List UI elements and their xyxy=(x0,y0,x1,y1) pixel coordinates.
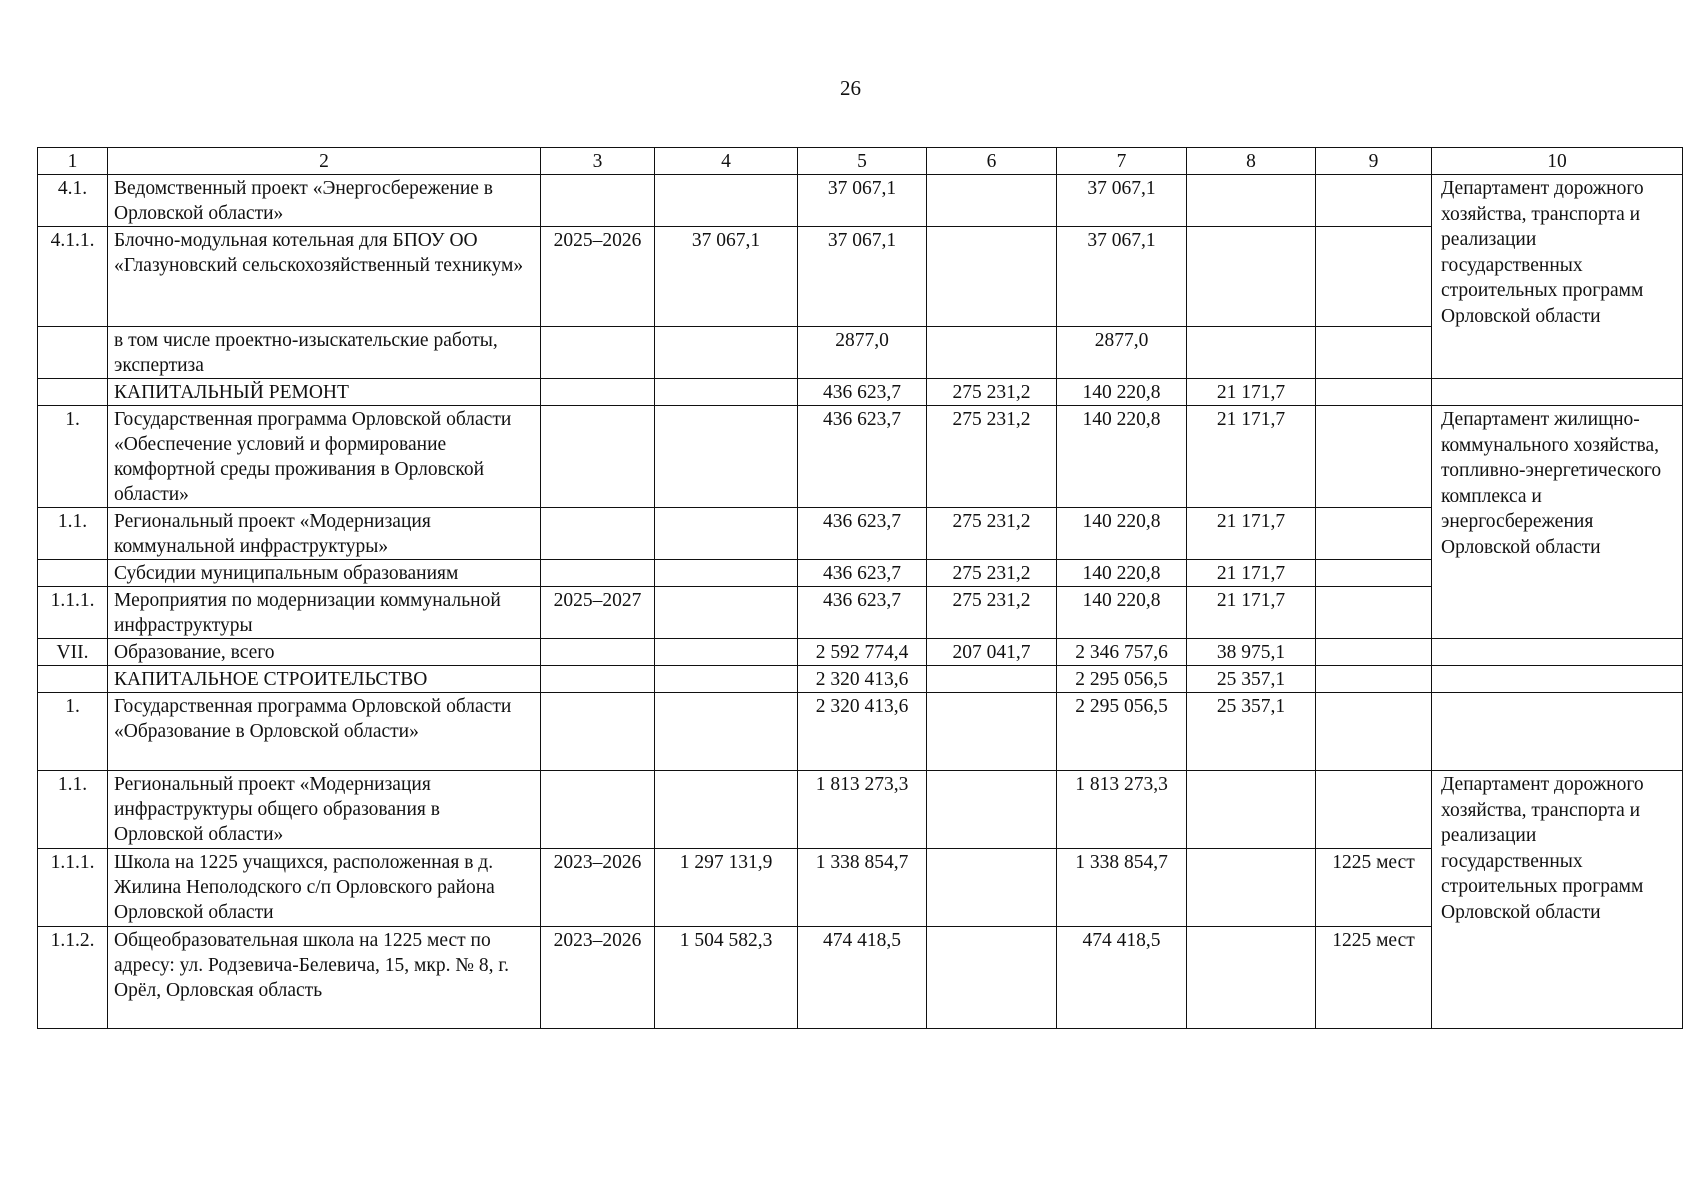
row-amount-regional: 140 220,8 xyxy=(1057,406,1187,508)
row-amount-total: 2 320 413,6 xyxy=(798,693,927,771)
table-row xyxy=(38,639,1683,666)
row-total-cost xyxy=(655,508,798,560)
row-amount-federal: 275 231,2 xyxy=(927,508,1057,560)
budget-table xyxy=(37,147,1683,1029)
row-total-cost: 1 297 131,9 xyxy=(655,849,798,927)
row-amount-local: 21 171,7 xyxy=(1187,406,1316,508)
row-amount-total: 436 623,7 xyxy=(798,508,927,560)
row-period: 2025–2026 xyxy=(541,227,655,327)
responsible-empty xyxy=(1432,379,1683,406)
row-amount-total: 1 813 273,3 xyxy=(798,771,927,849)
responsible-empty xyxy=(1432,639,1683,666)
row-period xyxy=(541,693,655,771)
row-name: Школа на 1225 учащихся, расположенная в д. Жилина Неполодского с/п Орловского района Орловской области xyxy=(108,849,541,927)
row-number: 1.1. xyxy=(38,771,108,849)
row-period xyxy=(541,666,655,693)
responsible-department: Департамент дорожного хозяйства, транспорта и реализации государственных строительных программ Орловской области xyxy=(1432,175,1683,379)
row-name: Ведомственный проект «Энергосбережение в Орловской области» xyxy=(108,175,541,227)
row-number: 4.1.1. xyxy=(38,227,108,327)
row-number xyxy=(38,379,108,406)
table-row xyxy=(38,406,1683,508)
row-total-cost xyxy=(655,693,798,771)
row-total-cost xyxy=(655,771,798,849)
row-amount-local: 21 171,7 xyxy=(1187,587,1316,639)
row-period: 2025–2027 xyxy=(541,587,655,639)
row-amount-federal xyxy=(927,227,1057,327)
row-capacity xyxy=(1316,406,1432,508)
table-row xyxy=(38,379,1683,406)
table-row xyxy=(38,771,1683,849)
row-amount-regional: 37 067,1 xyxy=(1057,175,1187,227)
row-amount-total: 37 067,1 xyxy=(798,175,927,227)
row-number: 1.1.1. xyxy=(38,587,108,639)
row-amount-local xyxy=(1187,771,1316,849)
header-cell: 2 xyxy=(108,148,541,175)
responsible-department: Департамент жилищно-коммунального хозяйства, топливно-энергетического комплекса и энергосбережения Орловской области xyxy=(1432,406,1683,639)
row-total-cost: 1 504 582,3 xyxy=(655,927,798,1029)
row-total-cost xyxy=(655,560,798,587)
row-amount-local: 38 975,1 xyxy=(1187,639,1316,666)
row-amount-local: 21 171,7 xyxy=(1187,379,1316,406)
header-cell: 7 xyxy=(1057,148,1187,175)
row-total-cost xyxy=(655,327,798,379)
row-amount-local: 25 357,1 xyxy=(1187,693,1316,771)
row-number xyxy=(38,327,108,379)
row-period xyxy=(541,175,655,227)
row-amount-federal: 275 231,2 xyxy=(927,406,1057,508)
row-amount-local: 25 357,1 xyxy=(1187,666,1316,693)
row-capacity: 1225 мест xyxy=(1316,927,1432,1029)
row-period xyxy=(541,771,655,849)
row-period xyxy=(541,639,655,666)
header-cell: 6 xyxy=(927,148,1057,175)
row-amount-regional: 2 295 056,5 xyxy=(1057,693,1187,771)
row-amount-regional: 140 220,8 xyxy=(1057,508,1187,560)
row-name: Блочно-модульная котельная для БПОУ ОО «Глазуновский сельскохозяйственный техникум» xyxy=(108,227,541,327)
header-cell: 8 xyxy=(1187,148,1316,175)
row-amount-total: 2877,0 xyxy=(798,327,927,379)
row-capacity xyxy=(1316,666,1432,693)
row-amount-local xyxy=(1187,927,1316,1029)
responsible-department: Департамент дорожного хозяйства, транспорта и реализации государственных строительных программ Орловской области xyxy=(1432,771,1683,1029)
row-name: Региональный проект «Модернизация коммунальной инфраструктуры» xyxy=(108,508,541,560)
row-name: Государственная программа Орловской области «Образование в Орловской области» xyxy=(108,693,541,771)
row-number: VII. xyxy=(38,639,108,666)
header-cell: 3 xyxy=(541,148,655,175)
row-period xyxy=(541,560,655,587)
row-amount-federal xyxy=(927,771,1057,849)
row-amount-total: 1 338 854,7 xyxy=(798,849,927,927)
table-row xyxy=(38,666,1683,693)
row-amount-total: 436 623,7 xyxy=(798,406,927,508)
row-amount-regional: 37 067,1 xyxy=(1057,227,1187,327)
header-cell: 10 xyxy=(1432,148,1683,175)
row-amount-federal: 275 231,2 xyxy=(927,560,1057,587)
row-amount-federal xyxy=(927,927,1057,1029)
responsible-empty xyxy=(1432,693,1683,771)
row-capacity xyxy=(1316,379,1432,406)
row-name: Региональный проект «Модернизация инфраструктуры общего образования в Орловской области» xyxy=(108,771,541,849)
row-total-cost xyxy=(655,587,798,639)
row-capacity xyxy=(1316,587,1432,639)
row-amount-federal xyxy=(927,327,1057,379)
row-amount-regional: 2 295 056,5 xyxy=(1057,666,1187,693)
row-capacity xyxy=(1316,560,1432,587)
row-name: Общеобразовательная школа на 1225 мест по адресу: ул. Родзевича-Белевича, 15, мкр. № 8, г. Орёл, Орловская область xyxy=(108,927,541,1029)
header-cell: 1 xyxy=(38,148,108,175)
row-amount-federal xyxy=(927,175,1057,227)
row-name: КАПИТАЛЬНОЕ СТРОИТЕЛЬСТВО xyxy=(108,666,541,693)
row-amount-local: 21 171,7 xyxy=(1187,508,1316,560)
row-number: 1.1.2. xyxy=(38,927,108,1029)
row-amount-total: 436 623,7 xyxy=(798,560,927,587)
page-number: 26 xyxy=(840,76,861,100)
row-total-cost xyxy=(655,666,798,693)
row-capacity xyxy=(1316,508,1432,560)
row-name: Государственная программа Орловской области «Обеспечение условий и формирование комфортной среды проживания в Орловской области» xyxy=(108,406,541,508)
header-cell: 5 xyxy=(798,148,927,175)
row-capacity xyxy=(1316,175,1432,227)
row-amount-regional: 140 220,8 xyxy=(1057,379,1187,406)
row-name: Субсидии муниципальным образованиям xyxy=(108,560,541,587)
row-amount-local xyxy=(1187,849,1316,927)
row-amount-regional: 474 418,5 xyxy=(1057,927,1187,1029)
header-row xyxy=(38,148,1683,175)
row-amount-regional: 140 220,8 xyxy=(1057,587,1187,639)
row-amount-local: 21 171,7 xyxy=(1187,560,1316,587)
row-capacity xyxy=(1316,639,1432,666)
row-period xyxy=(541,508,655,560)
row-number xyxy=(38,666,108,693)
row-number: 1. xyxy=(38,693,108,771)
row-number: 1. xyxy=(38,406,108,508)
responsible-empty xyxy=(1432,666,1683,693)
row-number: 1.1. xyxy=(38,508,108,560)
row-capacity xyxy=(1316,327,1432,379)
row-total-cost xyxy=(655,175,798,227)
row-amount-federal xyxy=(927,849,1057,927)
row-amount-local xyxy=(1187,227,1316,327)
row-total-cost: 37 067,1 xyxy=(655,227,798,327)
table-row xyxy=(38,175,1683,227)
row-capacity: 1225 мест xyxy=(1316,849,1432,927)
row-capacity xyxy=(1316,227,1432,327)
row-amount-total: 474 418,5 xyxy=(798,927,927,1029)
row-capacity xyxy=(1316,693,1432,771)
row-amount-local xyxy=(1187,175,1316,227)
row-period xyxy=(541,379,655,406)
row-total-cost xyxy=(655,406,798,508)
row-amount-total: 2 592 774,4 xyxy=(798,639,927,666)
row-amount-regional: 1 338 854,7 xyxy=(1057,849,1187,927)
row-total-cost xyxy=(655,639,798,666)
row-amount-regional: 2877,0 xyxy=(1057,327,1187,379)
row-amount-regional: 140 220,8 xyxy=(1057,560,1187,587)
row-period xyxy=(541,327,655,379)
row-name: Мероприятия по модернизации коммунальной инфраструктуры xyxy=(108,587,541,639)
row-number: 4.1. xyxy=(38,175,108,227)
row-name: КАПИТАЛЬНЫЙ РЕМОНТ xyxy=(108,379,541,406)
table-row xyxy=(38,693,1683,771)
row-amount-federal: 275 231,2 xyxy=(927,379,1057,406)
row-amount-federal: 275 231,2 xyxy=(927,587,1057,639)
row-amount-total: 436 623,7 xyxy=(798,379,927,406)
header-cell: 9 xyxy=(1316,148,1432,175)
row-total-cost xyxy=(655,379,798,406)
row-amount-federal xyxy=(927,693,1057,771)
row-amount-total: 37 067,1 xyxy=(798,227,927,327)
row-name: Образование, всего xyxy=(108,639,541,666)
row-amount-regional: 1 813 273,3 xyxy=(1057,771,1187,849)
row-capacity xyxy=(1316,771,1432,849)
row-period: 2023–2026 xyxy=(541,849,655,927)
row-name: в том числе проектно-изыскательские работы, экспертиза xyxy=(108,327,541,379)
row-amount-federal: 207 041,7 xyxy=(927,639,1057,666)
row-amount-regional: 2 346 757,6 xyxy=(1057,639,1187,666)
row-number xyxy=(38,560,108,587)
row-number: 1.1.1. xyxy=(38,849,108,927)
row-amount-federal xyxy=(927,666,1057,693)
row-amount-local xyxy=(1187,327,1316,379)
row-period xyxy=(541,406,655,508)
row-amount-total: 436 623,7 xyxy=(798,587,927,639)
header-cell: 4 xyxy=(655,148,798,175)
row-period: 2023–2026 xyxy=(541,927,655,1029)
row-amount-total: 2 320 413,6 xyxy=(798,666,927,693)
